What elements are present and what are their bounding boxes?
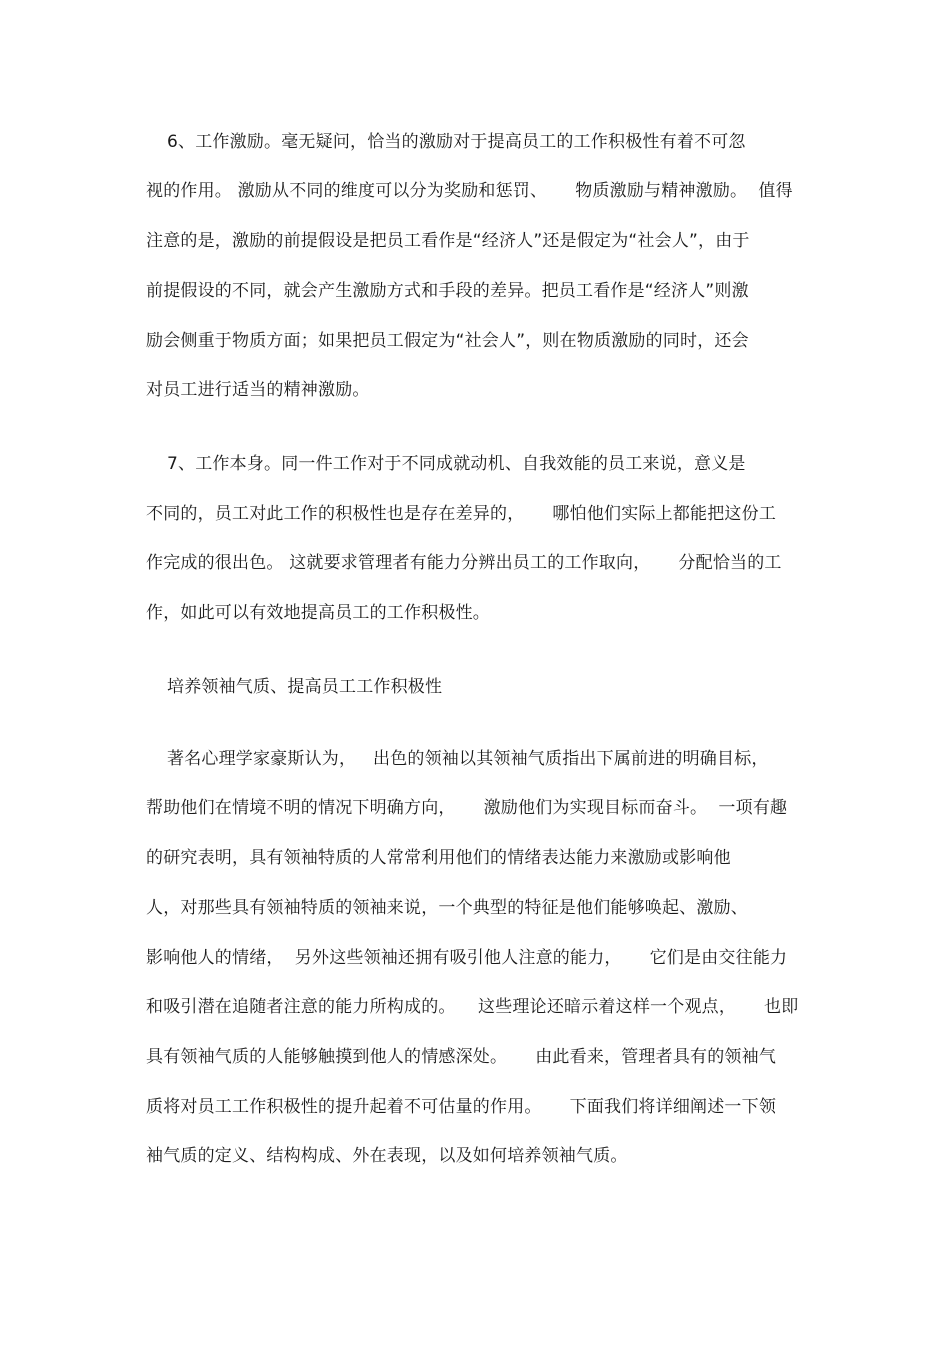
text-line: 视的作用。 激励从不同的维度可以分为奖励和惩罚、 物质激励与精神激励。 值得 (146, 181, 793, 201)
text-line: 人，对那些具有领袖特质的领袖来说，一个典型的特征是他们能够唤起、激励、 (146, 898, 748, 918)
text-line: 帮助他们在情境不明的情况下明确方向， 激励他们为实现目标而奋斗。 一项有趣 (146, 798, 788, 818)
text-line: 前提假设的不同，就会产生激励方式和手段的差异。把员工看作是“经济人”则激 (146, 281, 749, 301)
text-line: 具有领袖气质的人能够触摸到他人的情感深处。 由此看来，管理者具有的领袖气 (146, 1047, 777, 1067)
text-line: 著名心理学家豪斯认为， 出色的领袖以其领袖气质指出下属前进的明确目标， (167, 749, 769, 769)
text-line: 和吸引潜在追随者注意的能力所构成的。 这些理论还暗示着这样一个观点， 也即 (146, 997, 799, 1017)
text-line: 袖气质的定义、结构构成、外在表现，以及如何培养领袖气质。 (146, 1146, 628, 1166)
text-line: 励会侧重于物质方面；如果把员工假定为“社会人”，则在物质激励的同时，还会 (146, 331, 749, 351)
text-line: 6、工作激励。毫无疑问，恰当的激励对于提高员工的工作积极性有着不可忽 (167, 132, 746, 152)
text-line: 注意的是，激励的前提假设是把员工看作是“经济人”还是假定为“社会人”，由于 (146, 231, 750, 251)
text-line: 作，如此可以有效地提高员工的工作积极性。 (146, 603, 490, 623)
text-line: 对员工进行适当的精神激励。 (146, 380, 370, 400)
text-line: 的研究表明，具有领袖特质的人常常利用他们的情绪表达能力来激励或影响他 (146, 848, 731, 868)
text-line: 作完成的很出色。 这就要求管理者有能力分辨出员工的工作取向， 分配恰当的工 (146, 553, 782, 573)
text-line: 7、工作本身。同一件工作对于不同成就动机、自我效能的员工来说，意义是 (167, 454, 746, 474)
text-line: 影响他人的情绪， 另外这些领袖还拥有吸引他人注意的能力， 它们是由交往能力 (146, 948, 788, 968)
text-line: 质将对员工工作积极性的提升起着不可估量的作用。 下面我们将详细阐述一下领 (146, 1097, 777, 1117)
text-line: 不同的，员工对此工作的积极性也是存在差异的， 哪怕他们实际上都能把这份工 (146, 504, 777, 524)
heading-text: 培养领袖气质、提高员工工作积极性 (167, 677, 443, 697)
